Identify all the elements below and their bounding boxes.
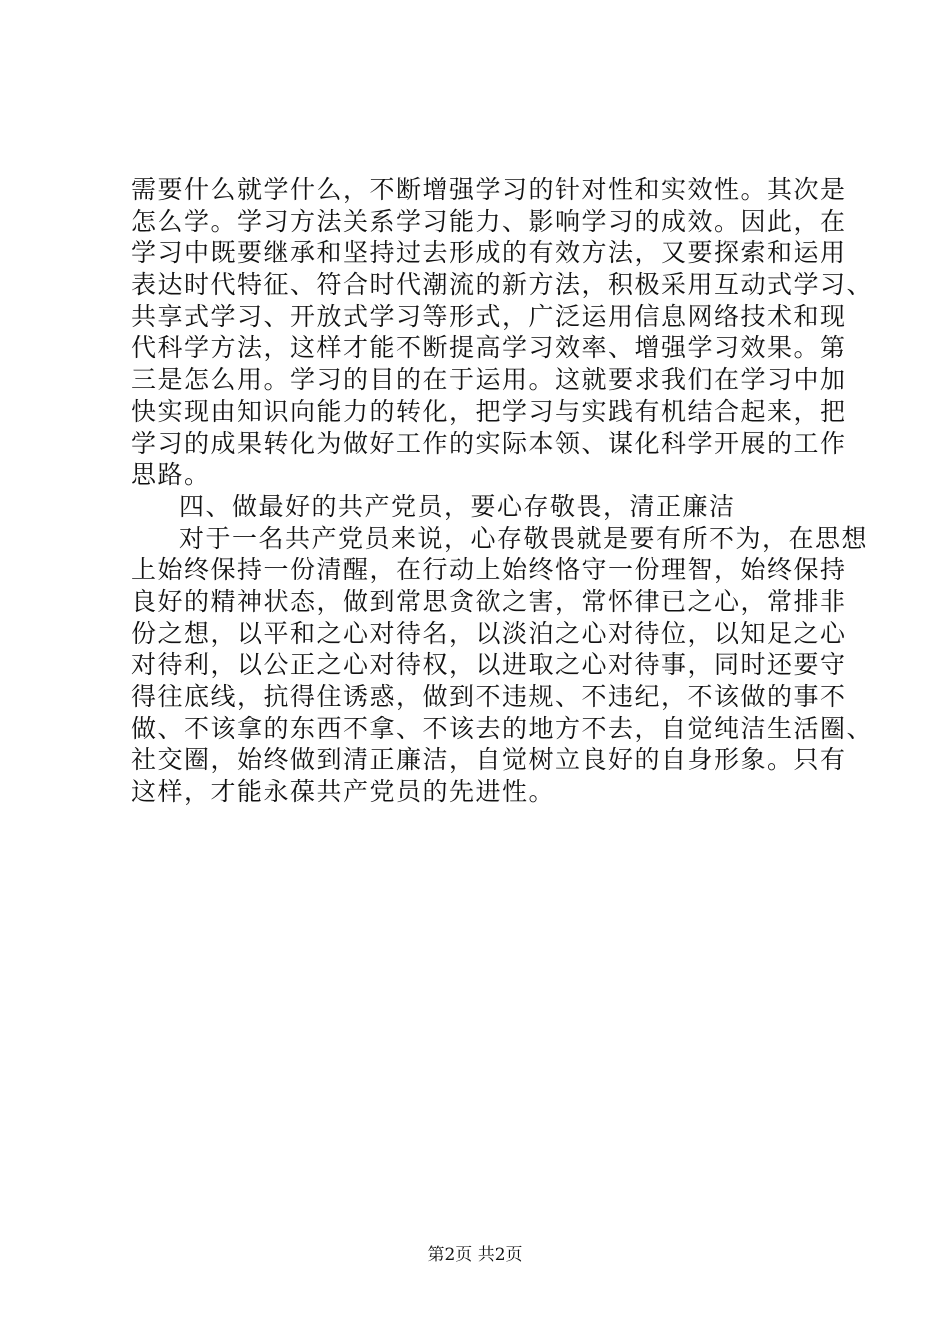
page-footer: 第2页 共2页	[427, 1245, 523, 1265]
document-body	[131, 174, 874, 808]
paragraph-section-four	[131, 523, 874, 808]
text-line: 怎么学。学习方法关系学习能力、影响学习的成效。因此，在	[131, 206, 847, 236]
text-line: 表达时代特征、符合时代潮流的新方法，积极采用互动式学习、	[131, 270, 874, 300]
text-line: 这样，才能永葆共产党员的先进性。	[131, 777, 556, 807]
text-line: 良好的精神状态，做到常思贪欲之害，常怀律已之心，常排非	[131, 586, 847, 616]
text-line: 份之想，以平和之心对待名，以淡泊之心对待位，以知足之心	[131, 618, 847, 648]
text-line: 社交圈，始终做到清正廉洁，自觉树立良好的自身形象。只有	[131, 745, 847, 775]
text-line: 快实现由知识向能力的转化，把学习与实践有机结合起来，把	[131, 396, 847, 426]
text-line: 上始终保持一份清醒，在行动上始终恪守一份理智，始终保持	[131, 555, 847, 585]
text-line: 学习的成果转化为做好工作的实际本领、谋化科学开展的工作	[131, 428, 847, 458]
text-line: 代科学方法，这样才能不断提高学习效率、增强学习效果。第	[131, 333, 847, 363]
text-line: 做、不该拿的东西不拿、不该去的地方不去，自觉纯洁生活圈、	[131, 713, 874, 743]
text-line: 对于一名共产党员来说，心存敬畏就是要有所不为，在思想	[179, 523, 869, 553]
text-line: 需要什么就学什么，不断增强学习的针对性和实效性。其次是	[131, 175, 847, 204]
text-line: 对待利，以公正之心对待权，以进取之心对待事，同时还要守	[131, 650, 847, 680]
text-line: 共享式学习、开放式学习等形式，广泛运用信息网络技术和现	[131, 301, 847, 331]
section-heading: 四、做最好的共产党员，要心存敬畏，清正廉洁	[179, 491, 736, 521]
paragraph-continued	[131, 174, 874, 491]
text-line: 三是怎么用。学习的目的在于运用。这就要求我们在学习中加	[131, 365, 847, 395]
text-line: 学习中既要继承和坚持过去形成的有效方法，又要探索和运用	[131, 238, 847, 268]
text-line: 思路。	[131, 460, 211, 490]
text-line: 得往底线，抗得住诱惑，做到不违规、不违纪，不该做的事不	[131, 682, 847, 711]
